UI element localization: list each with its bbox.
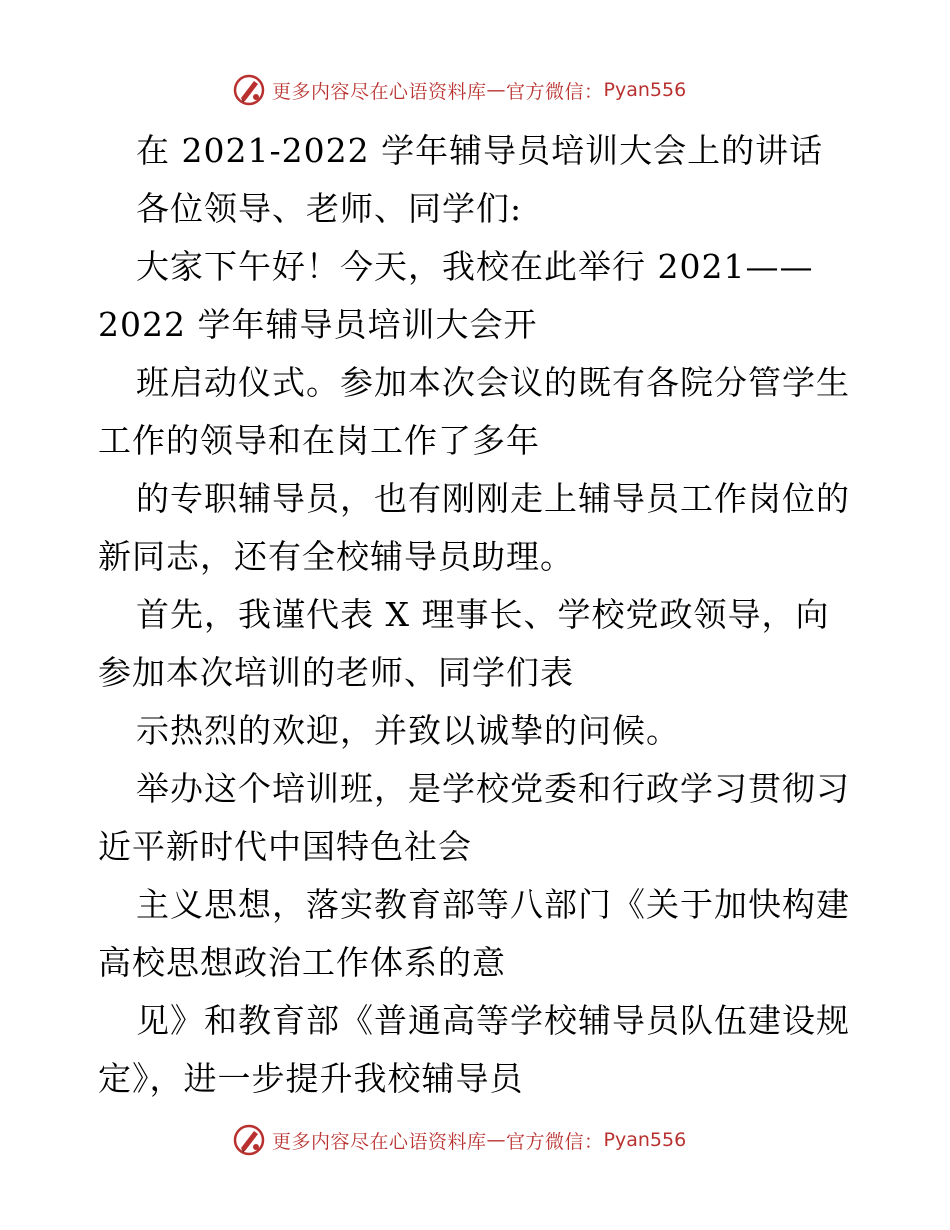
paragraph-line: 高校思想政治工作体系的意 xyxy=(98,943,506,982)
document-body xyxy=(98,122,858,1108)
paragraph-line: 参加本次培训的老师、同学们表 xyxy=(98,653,574,692)
banner-separator: — xyxy=(486,1129,507,1151)
banner-contact-label: 官方微信： xyxy=(506,80,604,103)
header-watermark-banner xyxy=(232,70,686,110)
paragraph-line: 主义思想，落实教育部等八部门《关于加快构建 xyxy=(136,885,850,924)
paragraph-line: 定》，进一步提升我校辅导员 xyxy=(98,1059,524,1098)
paragraph-line: 示热烈的欢迎，并致以诚挚的问候。 xyxy=(136,711,680,750)
footer-watermark-banner xyxy=(232,1120,686,1160)
pen-circle-logo-icon xyxy=(232,1123,266,1157)
paragraph-line: 工作的领导和在岗工作了多年 xyxy=(98,421,540,460)
banner-separator: — xyxy=(486,79,507,101)
banner-contact-id: Pyan556 xyxy=(603,79,687,101)
banner-text: 更多内容尽在心语资料库 xyxy=(272,1130,487,1153)
paragraph-line: 班启动仪式。参加本次会议的既有各院分管学生 xyxy=(136,363,850,402)
document-title: 在 2021-2022 学年辅导员培训大会上的讲话 xyxy=(136,131,824,170)
paragraph-line: 举办这个培训班，是学校党委和行政学习贯彻习 xyxy=(136,769,850,808)
paragraph-line: 2022 学年辅导员培训大会开 xyxy=(98,305,538,344)
paragraph-line: 近平新时代中国特色社会 xyxy=(98,827,472,866)
banner-contact-label: 官方微信： xyxy=(506,1130,604,1153)
banner-contact-id: Pyan556 xyxy=(603,1129,687,1151)
banner-text: 更多内容尽在心语资料库 xyxy=(272,80,487,103)
paragraph-line: 大家下午好！今天，我校在此举行 2021—— xyxy=(136,247,814,286)
salutation: 各位领导、老师、同学们: xyxy=(136,189,523,228)
paragraph-line: 首先，我谨代表 X 理事长、学校党政领导，向 xyxy=(136,595,830,634)
pen-circle-logo-icon xyxy=(232,73,266,107)
paragraph-line: 新同志，还有全校辅导员助理。 xyxy=(98,537,574,576)
paragraph-line: 见》和教育部《普通高等学校辅导员队伍建设规 xyxy=(136,1001,850,1040)
paragraph-line: 的专职辅导员，也有刚刚走上辅导员工作岗位的 xyxy=(136,479,850,518)
